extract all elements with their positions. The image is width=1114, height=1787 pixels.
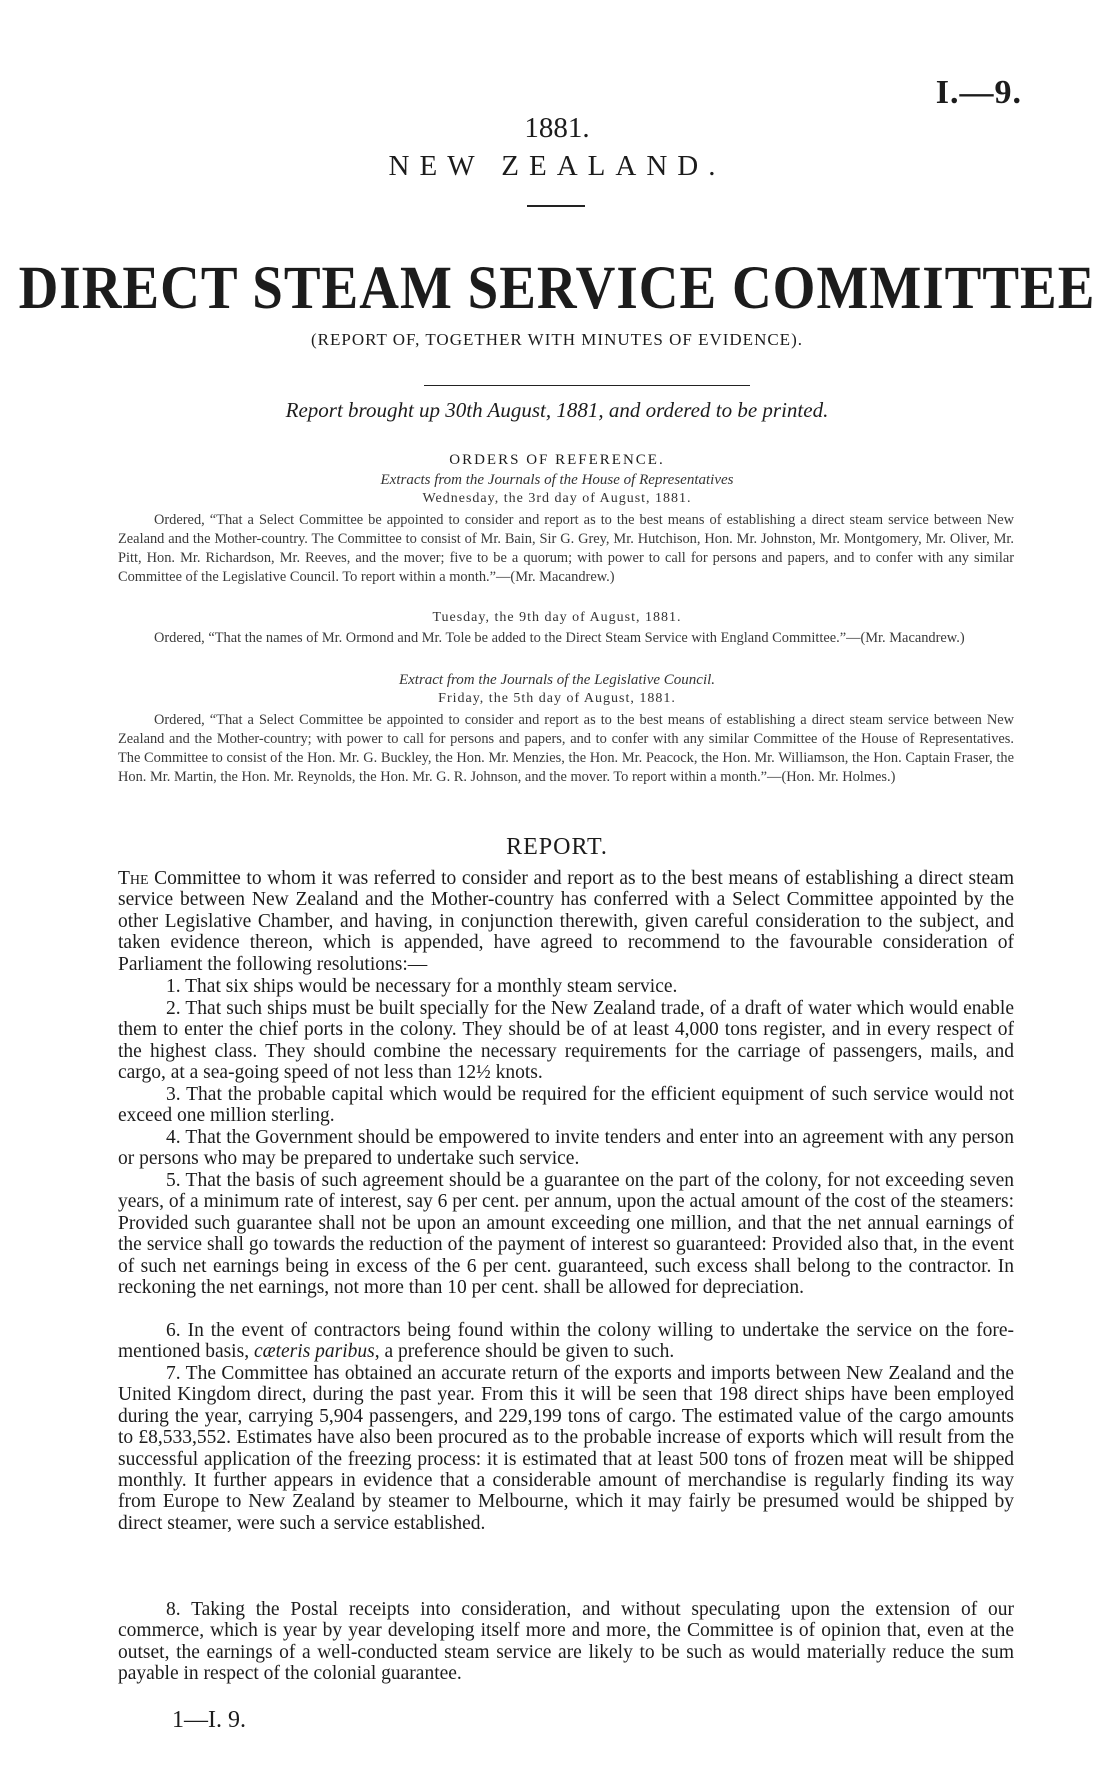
divider-short	[527, 205, 585, 207]
council-extract-caption: Extract from the Journals of the Legislative Council.	[398, 672, 716, 688]
document-year: 1881.	[524, 112, 590, 144]
resolution-6	[118, 1320, 1014, 1363]
page-title: DIRECT STEAM SERVICE COMMITTEE	[18, 253, 1096, 322]
intro-text: Committee to whom it was referred to consider and report as to the best means of establishing a direct steam service between New Zealand and the Mother-country has conferred with a Select Committee appointed by the other Legislative Chamber, and having, in conjunction therewith, given careful consideration to the subject, and taken evidence thereon, which is appended, have agreed to recommend to the favourable consideration of Parliament the following resolutions:—	[118, 868, 1014, 975]
order-paragraph-2: Ordered, “That the names of Mr. Ormond and Mr. Tole be added to the Direct Steam Service with England Committee.”—(Mr. Macandrew.)	[154, 630, 965, 646]
document-reference: I.—9.	[935, 74, 1022, 111]
house-extract-caption: Extracts from the Journals of the House of Representatives	[380, 472, 734, 488]
order-paragraph-1: Ordered, “That a Select Committee be appointed to consider and report as to the best means of establishing a direct steam service between New Zealand and the Mother-country. The Committee to consist of Mr. Bain, Sir G. Grey, Mr. Hutchison, Hon. Mr. Johnston, Mr. Montgomery, Mr. Oliver, Mr. Pitt, Hon. Mr. Richardson, Mr. Reeves, and the mover; five to be a quorum; with power to call for persons and papers, and to confer with any similar Committee of the Legislative Council. To report within a month.”—(Mr. Macandrew.)	[118, 512, 1014, 585]
resolution-6-text-b: , a preference should be given to such.	[374, 1341, 675, 1363]
resolution-4: 4. That the Government should be empowered to invite tenders and enter into an agreement with any person or persons who may be prepared to undertake such service.	[118, 1127, 1014, 1170]
report-intro	[118, 868, 1014, 975]
resolution-1: 1. That six ships would be necessary for a monthly steam service.	[166, 976, 678, 997]
resolution-2: 2. That such ships must be built specially for the New Zealand trade, of a draft of water which would enable them to enter the chief ports in the colony. They should be of at least 4,000 tons register, and in every respect of the highest class. They should combine the necessary requirements for the carriage of passengers, mails, and cargo, at a sea-going speed of not less than 12½ knots.	[118, 998, 1014, 1084]
page-subtitle: (REPORT OF, TOGETHER WITH MINUTES OF EVIDENCE).	[311, 330, 803, 349]
resolution-8: 8. Taking the Postal receipts into consideration, and without speculating upon the extension of our commerce, which is year by year developing itself more and more, the Committee is of opinion that, even at the outset, the earnings of a well-conducted steam service are likely to be such as would materially reduce the sum payable in respect of the colonial guarantee.	[118, 1599, 1014, 1685]
order-date-1: Wednesday, the 3rd day of August, 1881.	[422, 491, 692, 506]
order-date-2: Tuesday, the 9th day of August, 1881.	[432, 610, 682, 625]
intro-lead-word: The	[118, 868, 149, 889]
order-date-3: Friday, the 5th day of August, 1881.	[438, 691, 676, 706]
page-footer-reference: 1—I. 9.	[172, 1707, 246, 1733]
order-paragraph-3: Ordered, “That a Select Committee be appointed to consider and report as to the best means of establishing a direct steam service between New Zealand and the Mother-country; with power to call for persons and papers, and to confer with any similar Committee of the House of Representatives. The Committee to consist of the Hon. Mr. G. Buckley, the Hon. Mr. Menzies, the Hon. Mr. Peacock, the Hon. Mr. Williamson, the Hon. Captain Fraser, the Hon. Mr. Martin, the Hon. Mr. Reynolds, the Hon. Mr. G. R. Johnson, and the mover. To report within a month.”—(Hon. Mr. Holmes.)	[118, 712, 1014, 785]
resolution-6-italic: cæteris paribus	[253, 1341, 375, 1363]
divider	[424, 385, 750, 386]
resolution-3: 3. That the probable capital which would be required for the efficient equipment of such service would not exceed one million sterling.	[118, 1084, 1014, 1127]
resolution-7: 7. The Committee has obtained an accurate return of the exports and imports between New Zealand and the United Kingdom direct, during the past year. From this it will be seen that 198 direct ships have been employed during the year, carrying 5,904 passengers, and 229,199 tons of cargo. The estimated value of the cargo amounts to £8,533,552. Estimates have also been procured as to the probable increase of exports which will result from the successful application of the freezing process: it is estimated that at least 500 tons of frozen meat will be shipped monthly. It further appears in evidence that a considerable amount of merchandise is regularly finding its way from Europe to New Zealand by steamer to Melbourne, which it may fairly be presumed would be shipped by direct steamer, were such a service established.	[118, 1363, 1014, 1534]
orders-heading: ORDERS OF REFERENCE.	[449, 452, 665, 468]
brought-up-note: Report brought up 30th August, 1881, and ordered to be printed.	[285, 398, 829, 422]
resolution-6-text-a: 6. In the event of contractors being found within the colony willing to undertake the service on the fore-mentioned basis,	[118, 1320, 1014, 1363]
resolution-5: 5. That the basis of such agreement should be a guarantee on the part of the colony, for not exceeding seven years, of a minimum rate of interest, say 6 per cent. per annum, upon the actual amount of the cost of the steamers: Provided such guarantee shall not be upon an amount exceeding one million, and that the net annual earnings of the service shall go towards the reduction of the payment of interest so guaranteed: Provided also that, in the event of such net earnings being in excess of the 6 per cent. guaranteed, such excess shall belong to the contractor. In reckoning the net earnings, not more than 10 per cent. shall be allowed for depreciation.	[118, 1170, 1014, 1299]
country-heading: NEW ZEALAND.	[388, 150, 726, 182]
report-heading: REPORT.	[506, 834, 608, 860]
